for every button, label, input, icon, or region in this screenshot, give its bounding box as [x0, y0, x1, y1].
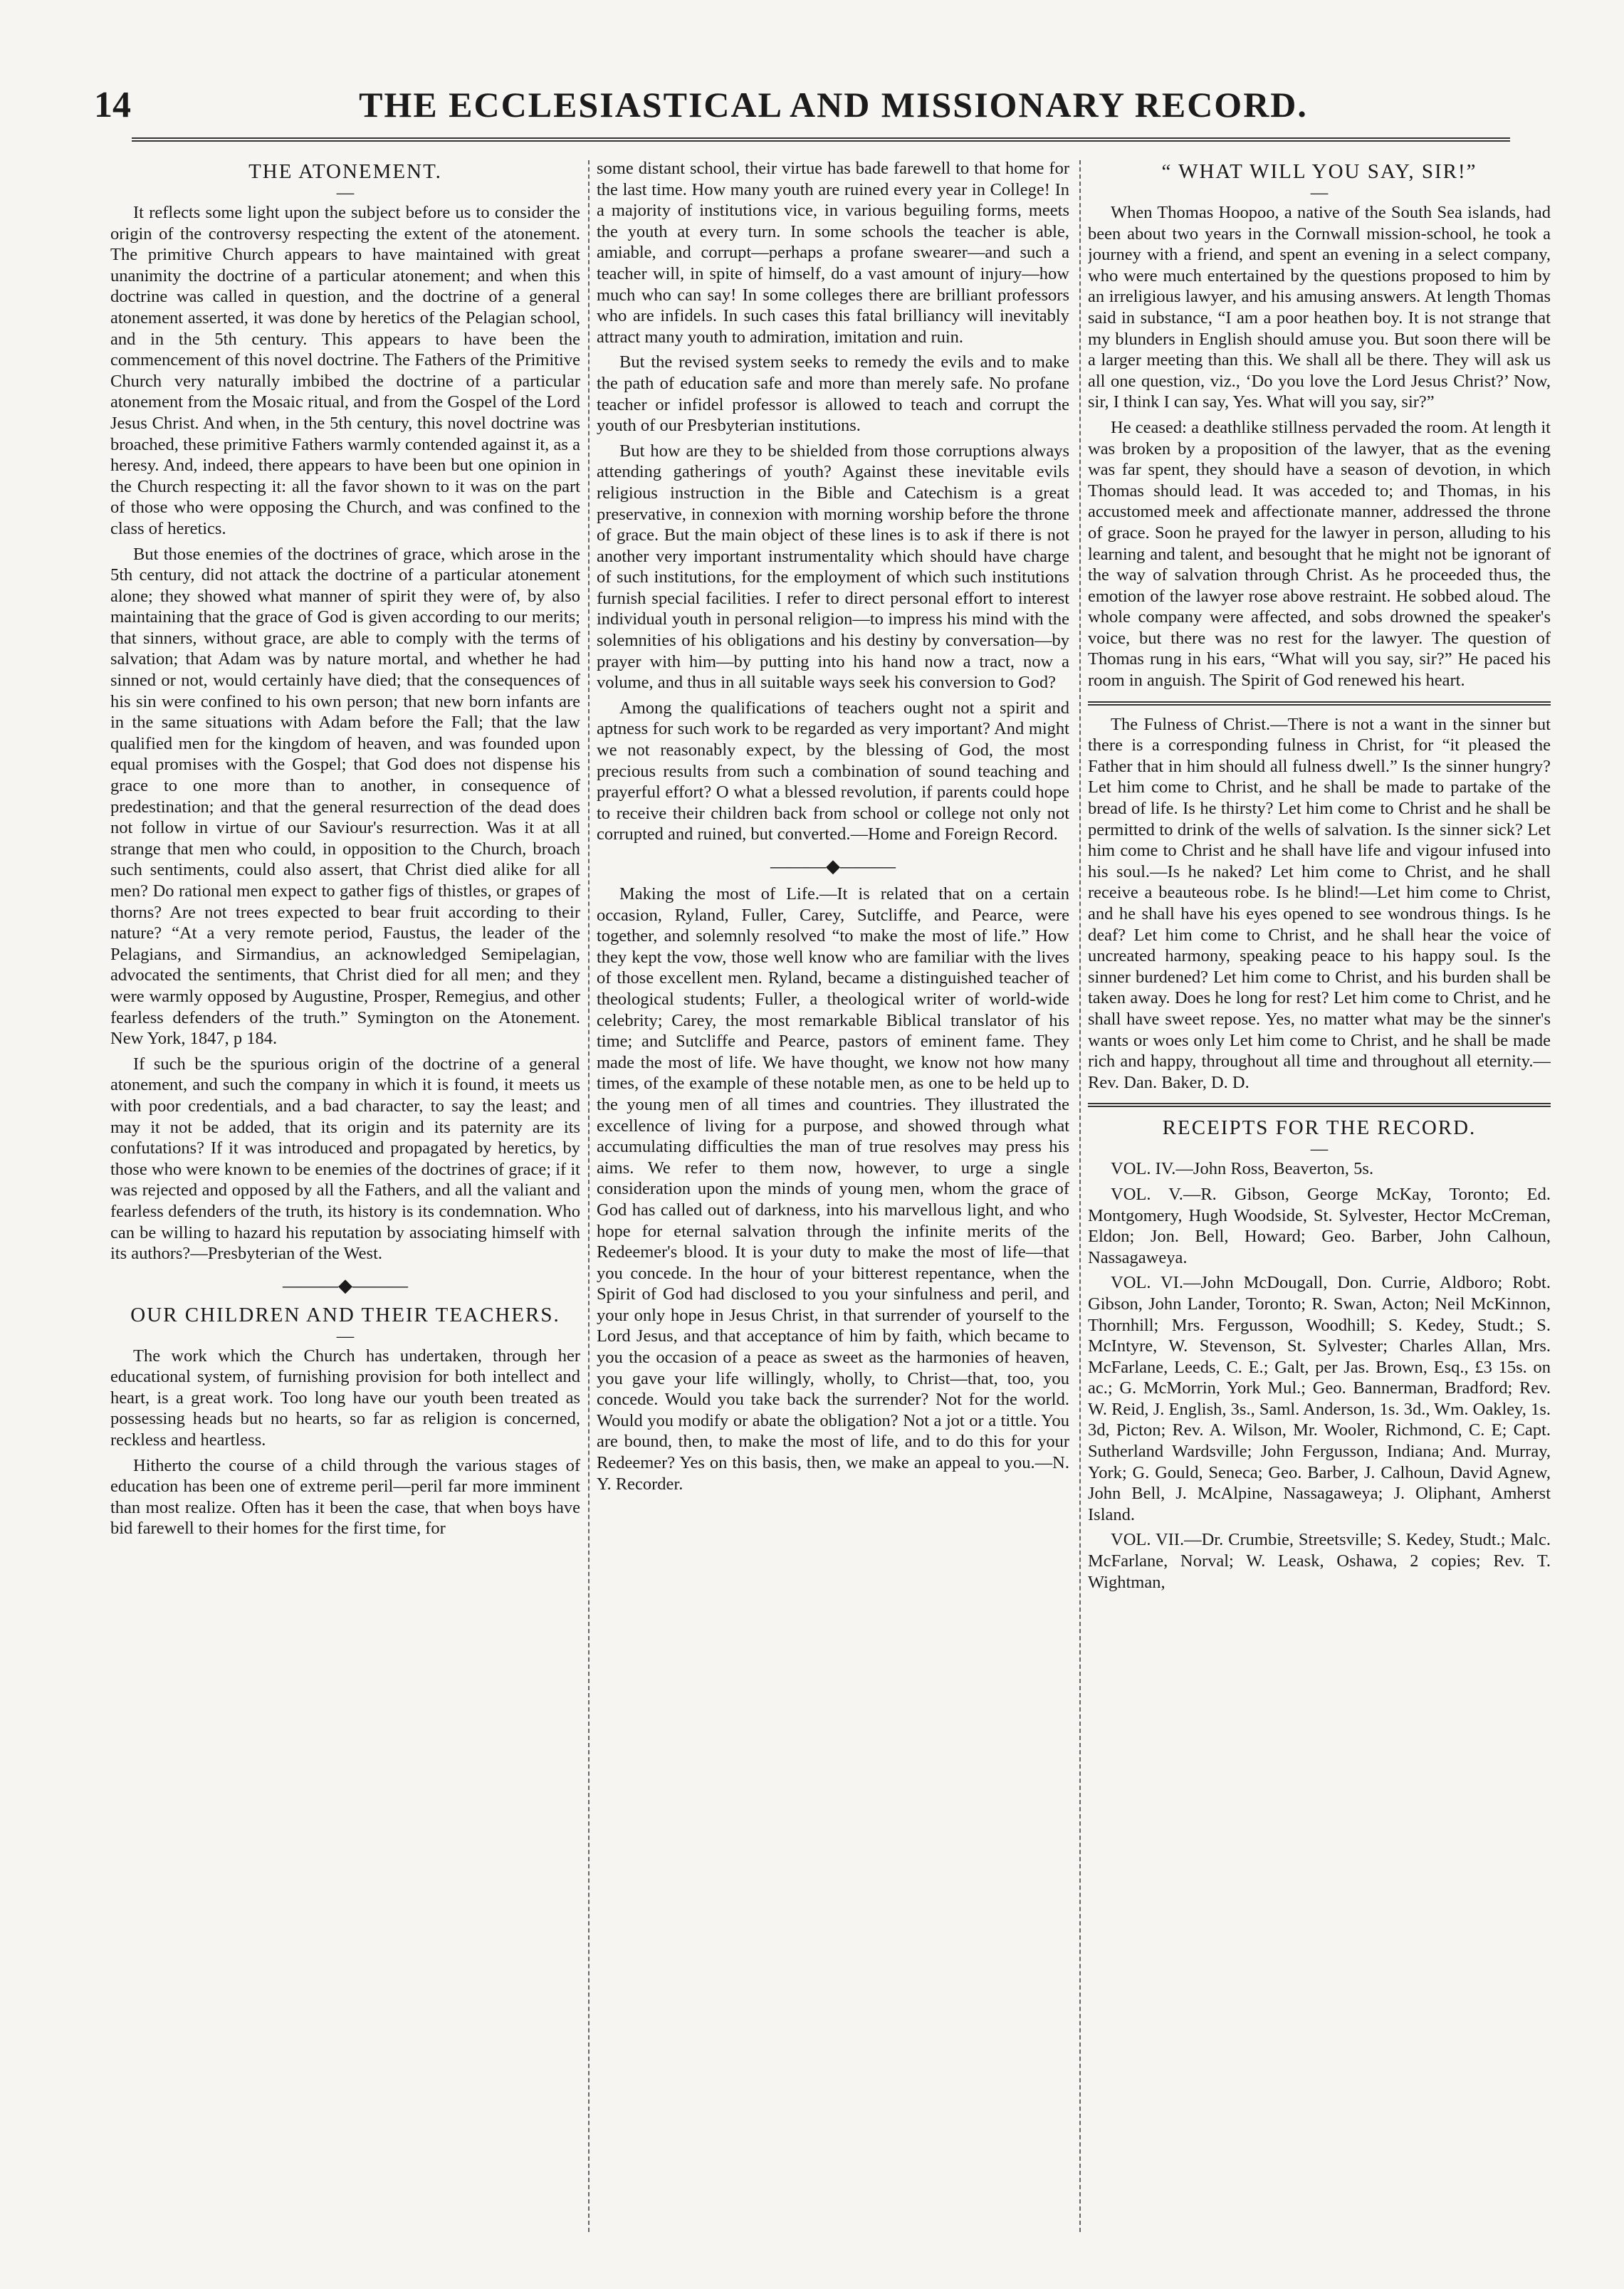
- column-divider: [588, 160, 590, 2232]
- article-paragraph: But how are they to be shielded from those corruptions always attending gatherings of youth? Against these inevitable evils religious instruction in the Bible and Catechism is a great preservative, in connexion with morning worship before the throne of grace. But the main object of these lines is to ask if there is not another very important instrumentality which should have charge of such institutions, for the employment of which such institutions furnish special facilities. I refer to direct personal effort to interest individual youth in personal religion—to impress his mind with the solemnities of his obligations and his destiny by conversation—by prayer with him—by putting into his hand now a tract, now a volume, and thus in all suitable ways seek his conversion to God?: [597, 441, 1069, 693]
- article-paragraph: He ceased: a deathlike stillness pervaded the room. At length it was broken by a proposition of the lawyer, that as the evening was far spent, they should have a season of devotion, in which Thomas should lead. It was acceded to; and Thomas, in his accustomed meek and affectionate manner, addressed the throne of grace. Soon he prayed for the lawyer in person, alluding to his learning and talent, and besought that he might not be ignorant of the way of salvation through Christ. As he proceeded thus, the emotion of the lawyer rose above restraint. He sobbed aloud. The whole company were affected, and sobs drowned the speaker's voice, but there was no rest for the lawyer. The question of Thomas rung in his ears, “What will you say, sir?” He paced his room in anguish. The Spirit of God renewed his heart.: [1088, 417, 1551, 691]
- article-paragraph-fulness-of-christ: The Fulness of Christ.—There is not a want in the sinner but there is a corresponding fulness in Christ, for “it pleased the Father that in him should all fulness dwell.” Is the sinner hungry? Let him come to Christ, and he shall be made to partake of the bread of life. Is he thirsty? Let him come to Christ and he shall be permitted to drink of the wells of salvation. Is the sinner sick? Let him come to Christ and he shall have life and vigour infused into his soul.—Is he naked? Let him come to Christ, and he shall receive a beauteous robe. Is he blind!—Let him come to Christ, and he shall have his eyes opened to see wondrous things. Is he deaf? Let him come to Christ, and he shall hear the voice of uncreated harmony, speaking peace to his happy soul. Is the sinner burdened? Let him come to Christ, and his burden shall be taken away. Does he long for rest? Let him come to Christ, and he shall have sweet repose. Yes, no matter what may be the sinner's wants or woes only Let him come to Christ, and he shall be made rich and happy, throughout all time and throughout all eternity.—Rev. Dan. Baker, D. D.: [1088, 714, 1551, 1092]
- section-ornament: ———◆———: [283, 1274, 408, 1296]
- column-2: [597, 158, 1069, 2261]
- article-paragraph-making-most-of-life: Making the most of Life.—It is related that on a certain occasion, Ryland, Fuller, Carey, Sutcliffe, and Pearce, were together, and solemnly resolved “to make the most of life.” How they kept the vow, those well know who are familiar with the lives of those excellent men. Ryland, became a distinguished teacher of theological students; Fuller, a theological writer of world-wide celebrity; Carey, the most remarkable Biblical translator of his time; and Sutcliffe and Pearce, pastors of eminent fame. They made the most of life. We have thought, we know not how many times, of the example of these notable men, as one to be held up to the young men of all times and countries. They illustrated the excellence of living for a purpose, and showed through what accumulating difficulties the man of true resolves may press his aims. We refer to them now, however, to urge a single consideration upon the minds of young men, whom the grace of God has called out of darkness, into his marvellous light, and who hope for eternal salvation through the infinite merits of the Redeemer's blood. It is your duty to make the most of life—that you concede. In the hour of your bitterest repentance, when the Spirit of God had disclosed to you your sinfulness and peril, and your only hope in Jesus Christ, in that surrender of yourself to the Lord Jesus, and that acceptance of him by faith, which became to you the occasion of a peace as sweet as the harmonies of heaven, you gave your life willingly, wholly, to Christ—that, too, you concede. Would you take back the surrender? Not for the world. Would you modify or abate the obligation? Not a jot or a tittle. You are bound, then, to make the most of life, and to do this for your Redeemer? Yes on this basis, then, we make an appeal to you.—N. Y. Recorder.: [597, 884, 1069, 1494]
- title-dash: —: [336, 183, 355, 202]
- receipt-entry: VOL. VI.—John McDougall, Don. Currie, Aldboro; Robt. Gibson, John Lander, Toronto; R. Swan, Acton; Neil McKinnon, Thornhill; Mrs. Fergusson, Woodhill; S. Kedey, Studt.; S. McIntyre, W. Stevenson, St. Sylvester; Charles Allan, Mrs. McFarlane, Leeds, C. E.; Galt, per Jas. Brown, Esq., £3 15s. on ac.; G. McMorrin, York Mul.; Geo. Bannerman, Bradford; Rev. W. Reid, J. English, 3s., Saml. Anderson, 1s. 3d., Wm. Oakley, 1s. 3d, Picton; Rev. A. Wilson, Mr. Wooler, Richmond, C. E; Capt. Sutherland Wardsville; John Fergusson, Indiana; And. Murray, York; G. Gould, Seneca; Geo. Barber, J. Calhoun, David Agnew, John Bell, J. McAlpine, Nassagaweya; J. Oliphant, Amherst Island.: [1088, 1273, 1551, 1524]
- article-paragraph: It reflects some light upon the subject before us to consider the origin of the controversy respecting the extent of the atonement. The primitive Church appears to have maintained with great unanimity the doctrine of a particular atonement; and when this doctrine was called in question, and the doctrine of a general atonement asserted, it was done by heretics of the Pelagian school, and in the 5th century. This appears to have been the commencement of this novel doctrine. The Fathers of the Primitive Church very naturally imbibed the doctrine of a particular atonement from the Mosaic ritual, and from the Gospel of the Lord Jesus Christ. And when, in the 5th century, this novel doctrine was broached, these primitive Fathers warmly contended against it, as a heresy. And, indeed, there appears to have been but one opinion in the Church respecting it: all the favor shown to it was on the part of those who were opposing the Church, and was confined to the class of heretics.: [110, 203, 580, 538]
- section-rule: [1088, 701, 1551, 706]
- title-dash: —: [336, 1326, 355, 1346]
- article-title-children: OUR CHILDREN AND THEIR TEACHERS.: [130, 1303, 560, 1326]
- page-number: 14: [94, 85, 131, 125]
- article-paragraph: some distant school, their virtue has bade farewell to that home for the last time. How many youth are ruined every year in College! In a majority of institutions vice, in various beguiling forms, meets the youth at every turn. In some schools the teacher is able, amiable, and corrupt—perhaps a profane swearer—and such a teacher will, in spite of himself, do a vast amount of injury—how much who can say! In some colleges there are brilliant professors who are infidels. In such cases this fatal brilliancy will inevitably attract many youth to admiration, imitation and ruin.: [597, 159, 1069, 347]
- title-dash: —: [1310, 1139, 1329, 1159]
- column-3: [1088, 158, 1551, 2261]
- section-rule: [1088, 1103, 1551, 1107]
- receipt-entry: VOL. VII.—Dr. Crumbie, Streetsville; S. Kedey, Studt.; Malc. McFarlane, Norval; W. Leask, Oshawa, 2 copies; Rev. T. Wightman,: [1088, 1530, 1551, 1592]
- receipt-entry: VOL. IV.—John Ross, Beaverton, 5s.: [1111, 1159, 1374, 1179]
- receipts-title: RECEIPTS FOR THE RECORD.: [1162, 1116, 1477, 1140]
- article-paragraph: Hitherto the course of a child through the various stages of education has been one of extreme peril—peril far more imminent than most realize. Often has it been the case, that when boys have bid farewell to their homes for the first time, for: [110, 1455, 580, 1539]
- section-ornament: ———◆———: [770, 856, 896, 876]
- article-paragraph: When Thomas Hoopoo, a native of the South Sea islands, had been about two years in the Cornwall mission-school, he took a journey with a friend, and spent an evening in a select company, who were much entertained by the questions proposed to him by an irreligious lawyer, and his amusing answers. At length Thomas said in substance, “I am a poor heathen boy. It is not strange that my blunders in English should amuse you. But soon there will be a larger meeting than this. We shall all be there. They will ask us all one question, viz., ‘Do you love the Lord Jesus Christ?’ Now, sir, I think I can say, Yes. What will you say, sir?”: [1088, 203, 1551, 412]
- masthead: [85, 84, 1517, 127]
- article-paragraph: Among the qualifications of teachers ought not a spirit and aptness for such work to be regarded as very important? And might we not reasonably expect, by the blessing of God, the most precious results from such a combination of sound teaching and prayerful effort? O what a blessed revolution, if parents could hope to receive their children back from school or college not only not corrupted and ruined, but converted.—Home and Foreign Record.: [597, 698, 1069, 844]
- article-paragraph: If such be the spurious origin of the doctrine of a general atonement, and such the company in which it is found, it meets us with poor credentials, and a bad character, to say the least; and may it not be added, that its origin and its paternity are its confutations? If it was introduced and propagated by heretics, by those who were known to be enemies of the doctrines of grace; if it was rejected and opposed by all the Fathers, and all the valiant and fearless defenders of the truth, its history is its condemnation. Who can be willing to hazard his reputation by associating himself with its authors?—Presbyterian of the West.: [110, 1054, 580, 1264]
- column-divider: [1079, 160, 1081, 2232]
- title-dash: —: [1310, 183, 1329, 202]
- receipt-entry: VOL. V.—R. Gibson, George McKay, Toronto; Ed. Montgomery, Hugh Woodside, St. Sylvester, Hector McCreman, Eldon; Jon. Bell, Howard; Geo. Barber, John Calhoun, Nassagaweya.: [1088, 1184, 1551, 1267]
- article-paragraph: But those enemies of the doctrines of grace, which arose in the 5th century, did not attack the doctrine of a particular atonement alone; they showed what manner of spirit they were of, by also maintaining that the grace of God is given according to our merits; that sinners, without grace, are able to comply with the terms of salvation; that Adam was by nature mortal, and whether he had sinned or not, would certainly have died; that the consequences of his sin were confined to his own person; that new born infants are in the same situations with Adam before the Fall; that the law qualified men for the kingdom of heaven, and was founded upon equal promises with the Gospel; that God does not dispense his grace to one more than to another, in consequence of predestination; and that the general resurrection of the dead does not follow in virtue of our Saviour's resurrection. Was it at all strange that men who could, in opposition to the Church, broach such sentiments, could also assert, that Christ died alike for all men? Do rational men expect to gather figs of thistles, or grapes of thorns? Are not trees expected to bear fruit according to their nature? “At a very remote period, Faustus, the leader of the Pelagians, and Sirmandius, an acknowledged Semipelagian, advocated the sentiments, that Christ died for all men; and they were warmly opposed by Augustine, Prosper, Remegius, and other fearless defenders of the truth.” Symington on the Atonement. New York, 1847, p 184.: [110, 544, 580, 1049]
- article-paragraph: The work which the Church has undertaken, through her educational system, of furnishing provision for both intellect and heart, is a great work. Too long have our youth been treated as possessing heads but no hearts, so far as religion is concerned, reckless and heartless.: [110, 1346, 580, 1450]
- article-title-atonement: THE ATONEMENT.: [248, 160, 442, 183]
- article-paragraph: But the revised system seeks to remedy the evils and to make the path of education safe and more than merely safe. No profane teacher or infidel professor is allowed to teach and corrupt the youth of our Presbyterian institutions.: [597, 352, 1069, 436]
- header-rule: [132, 137, 1510, 142]
- column-1: [110, 158, 580, 2261]
- publication-title: THE ECCLESIASTICAL AND MISSIONARY RECORD.: [359, 85, 1308, 125]
- article-title-what-will-you-say: “ WHAT WILL YOU SAY, SIR!”: [1161, 160, 1477, 183]
- receipts-list: [1088, 1158, 1551, 1593]
